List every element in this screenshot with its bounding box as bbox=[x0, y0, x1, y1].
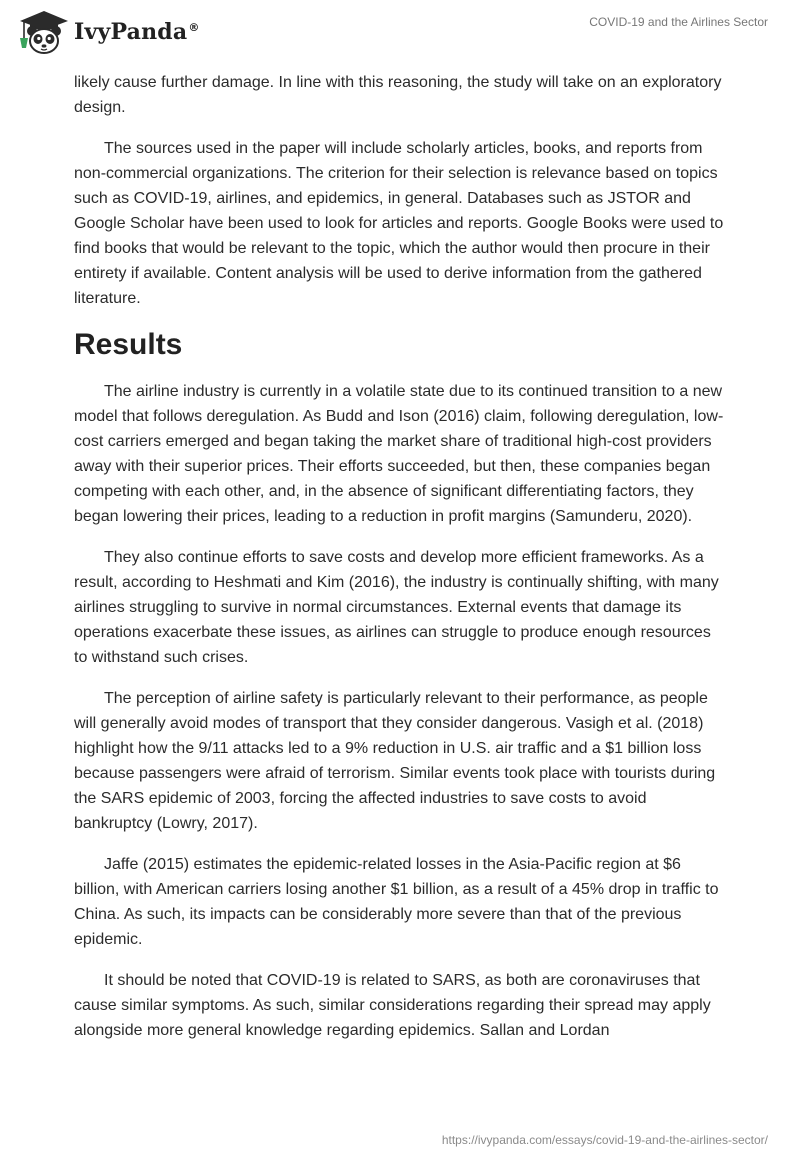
paragraph-continued: likely cause further damage. In line with this reasoning, the study will take on an exploratory design. bbox=[74, 74, 722, 116]
results-paragraph: Jaffe (2015) estimates the epidemic-related losses in the Asia-Pacific region at $6 billion, with American carriers losing another $1 billion, as a result of a 45% drop in traffic to China. As such, its impacts can be considerably more severe than that of the previous epidemic. bbox=[74, 856, 719, 948]
logo-wordmark bbox=[74, 19, 200, 45]
results-paragraph: They also continue efforts to save costs and develop more efficient frameworks. As a result, according to Heshmati and Kim (2016), the industry is continually shifting, with many airlines struggling to survive in normal circumstances. External events that damage its operations exacerbate these issues, as airlines can struggle to produce enough resources to withstand such crises. bbox=[74, 549, 719, 666]
source-url-link[interactable]: https://ivypanda.com/essays/covid-19-and-the-airlines-sector/ bbox=[441, 1133, 768, 1147]
document-title: COVID-19 and the Airlines Sector bbox=[589, 15, 768, 29]
ivypanda-logo[interactable] bbox=[14, 8, 200, 56]
results-paragraph: The perception of airline safety is particularly relevant to their performance, as people will generally avoid modes of transport that they consider dangerous. Vasigh et al. (2018) highlight how the 9/11 attacks led to a 9% reduction in U.S. air traffic and a $1 billion loss because passengers were afraid of terrorism. Similar events took place with tourists during the SARS epidemic of 2003, forcing the affected industries to save costs to avoid bankruptcy (Lowry, 2017). bbox=[74, 690, 716, 832]
essay-content bbox=[74, 70, 728, 1059]
logo-name: IvyPanda bbox=[74, 19, 188, 45]
panda-graduate-icon bbox=[14, 8, 70, 56]
results-paragraph: It should be noted that COVID-19 is related to SARS, as both are coronaviruses that cause similar symptoms. As such, similar considerations regarding their spread may apply alongside more general knowledge regarding epidemics. Sallan and Lordan bbox=[74, 972, 711, 1039]
registered-mark: ® bbox=[188, 20, 200, 34]
results-paragraph: The airline industry is currently in a volatile state due to its continued transition to a new model that follows deregulation. As Budd and Ison (2016) claim, following deregulation, low-cost carriers emerged and began taking the market share of traditional high-cost providers away with their superior prices. Their efforts succeeded, but then, these companies began competing with each other, and, in the absence of significant differentiating factors, they began lowering their prices, leading to a reduction in profit margins (Samunderu, 2020). bbox=[74, 383, 724, 525]
section-heading-results: Results bbox=[74, 328, 183, 361]
page-header bbox=[0, 0, 800, 64]
paragraph-sources: The sources used in the paper will include scholarly articles, books, and reports from non-commercial organizations. The criterion for their selection is relevance based on topics such as COVID-19, airlines, and epidemics, in general. Databases such as JSTOR and Google Scholar have been used to look for articles and reports. Google Books were used to find books that would be relevant to the topic, which the author would then procure in their entirety if available. Content analysis will be used to derive information from the gathered literature. bbox=[74, 140, 724, 307]
